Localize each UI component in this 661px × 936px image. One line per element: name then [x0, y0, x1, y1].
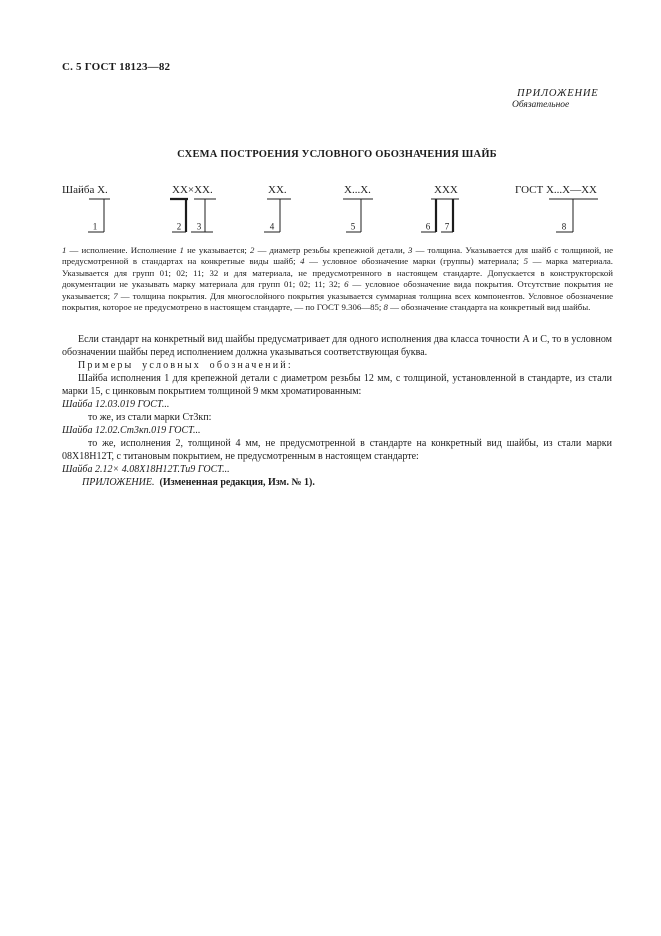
callout-number-4: 4 [269, 221, 275, 232]
callout-number-7: 7 [444, 221, 450, 232]
scheme-label-1: Шайба X. [62, 184, 108, 196]
annex-sublabel: Обязательное [512, 100, 570, 110]
scheme-label-3: XX. [268, 184, 287, 196]
annex-label: ПРИЛОЖЕНИЕ [517, 88, 599, 99]
paragraph-accuracy-classes: Если стандарт на конкретный вид шайбы предусматривает для одного исполнения два класса точности А и С, то в условном обозначении шайбы перед исполнением должна указываться соответствующая буква. [62, 334, 612, 358]
designation-scheme [0, 184, 661, 238]
designation-example-2: Шайба 12.02.Ст3кп.019 ГОСТ... [62, 425, 201, 436]
scheme-label-4: X...X. [344, 184, 371, 196]
callout-4 [264, 199, 291, 232]
paragraph-example-2-desc: то же, из стали марки Ст3кп: [88, 412, 212, 423]
callout-number-5: 5 [350, 221, 356, 232]
scheme-label-5: XXX [434, 184, 458, 196]
scheme-callout-lines [0, 184, 661, 238]
callout-number-3: 3 [196, 221, 202, 232]
callout-5 [343, 199, 373, 232]
callout-6-7 [421, 199, 459, 232]
callout-2 [170, 199, 188, 232]
page-title: СХЕМА ПОСТРОЕНИЯ УСЛОВНОГО ОБОЗНАЧЕНИЯ ШАЙБ [177, 149, 497, 160]
amendment-note [62, 476, 612, 489]
paragraph-examples-heading: Примеры условных обозначений: [78, 360, 293, 371]
page-header: С. 5 ГОСТ 18123—82 [62, 61, 171, 73]
callout-1 [88, 199, 110, 232]
designation-example-1: Шайба 12.03.019 ГОСТ... [62, 399, 170, 410]
callout-8 [549, 199, 598, 232]
scheme-label-2: XX×XX. [172, 184, 213, 196]
callout-number-8: 8 [561, 221, 567, 232]
callout-3 [191, 199, 216, 232]
amendment-note-revision: (Измененная редакция, Изм. № 1). [159, 477, 315, 488]
body-text [62, 333, 612, 489]
amendment-note-annex: ПРИЛОЖЕНИЕ. [82, 477, 155, 488]
callout-number-2: 2 [176, 221, 182, 232]
paragraph-example-3-desc: то же, исполнения 2, толщиной 4 мм, не предусмотренной в стандарте на конкретный вид шайбы, из стали марки 08Х18Н12Т, с титановым покрытием, не предусмотренным в настоящем стандарте: [62, 438, 612, 462]
designation-example-3: Шайба 2.12× 4.08Х18Н12Т.Ти9 ГОСТ... [62, 464, 230, 475]
scheme-label-6: ГОСТ X...X—XX [515, 184, 597, 196]
paragraph-example-1-desc: Шайба исполнения 1 для крепежной детали с диаметром резьбы 12 мм, с толщиной, установленной в стандарте, из стали марки 15, с цинковым покрытием толщиной 9 мкм хроматированным: [62, 373, 612, 397]
footnote-legend: 1 — исполнение. Исполнение 1 не указывается; 2 — диаметр резьбы крепежной детали, 3 — толщина. Указывается для шайб с толщиной, не предусмотренной в стандартах на конкретные виды шайб; 4 — условное обозначение марки (группы) материала; 5 — марка материала. Указывается для групп 01; 02; 11; 32 и для материала, не предусмотренного в настоящем стандарте. Допускается в конструкторской документации не указывать марку материала для групп 01; 02; 11; 32; 6 — условное обозначение вида покрытия. Отсутствие покрытия не указывается; 7 — толщина покрытия. Для многослойного покрытия указывается суммарная толщина всех компонентов. Условное обозначение покрытия, которое не предусмотрено в настоящем стандарте, — по ГОСТ 9.306—85; 8 — обозначение стандарта на конкретный вид шайбы. [62, 245, 613, 313]
callout-number-1: 1 [92, 221, 98, 232]
annex-block [512, 88, 599, 110]
callout-number-6: 6 [425, 221, 431, 232]
